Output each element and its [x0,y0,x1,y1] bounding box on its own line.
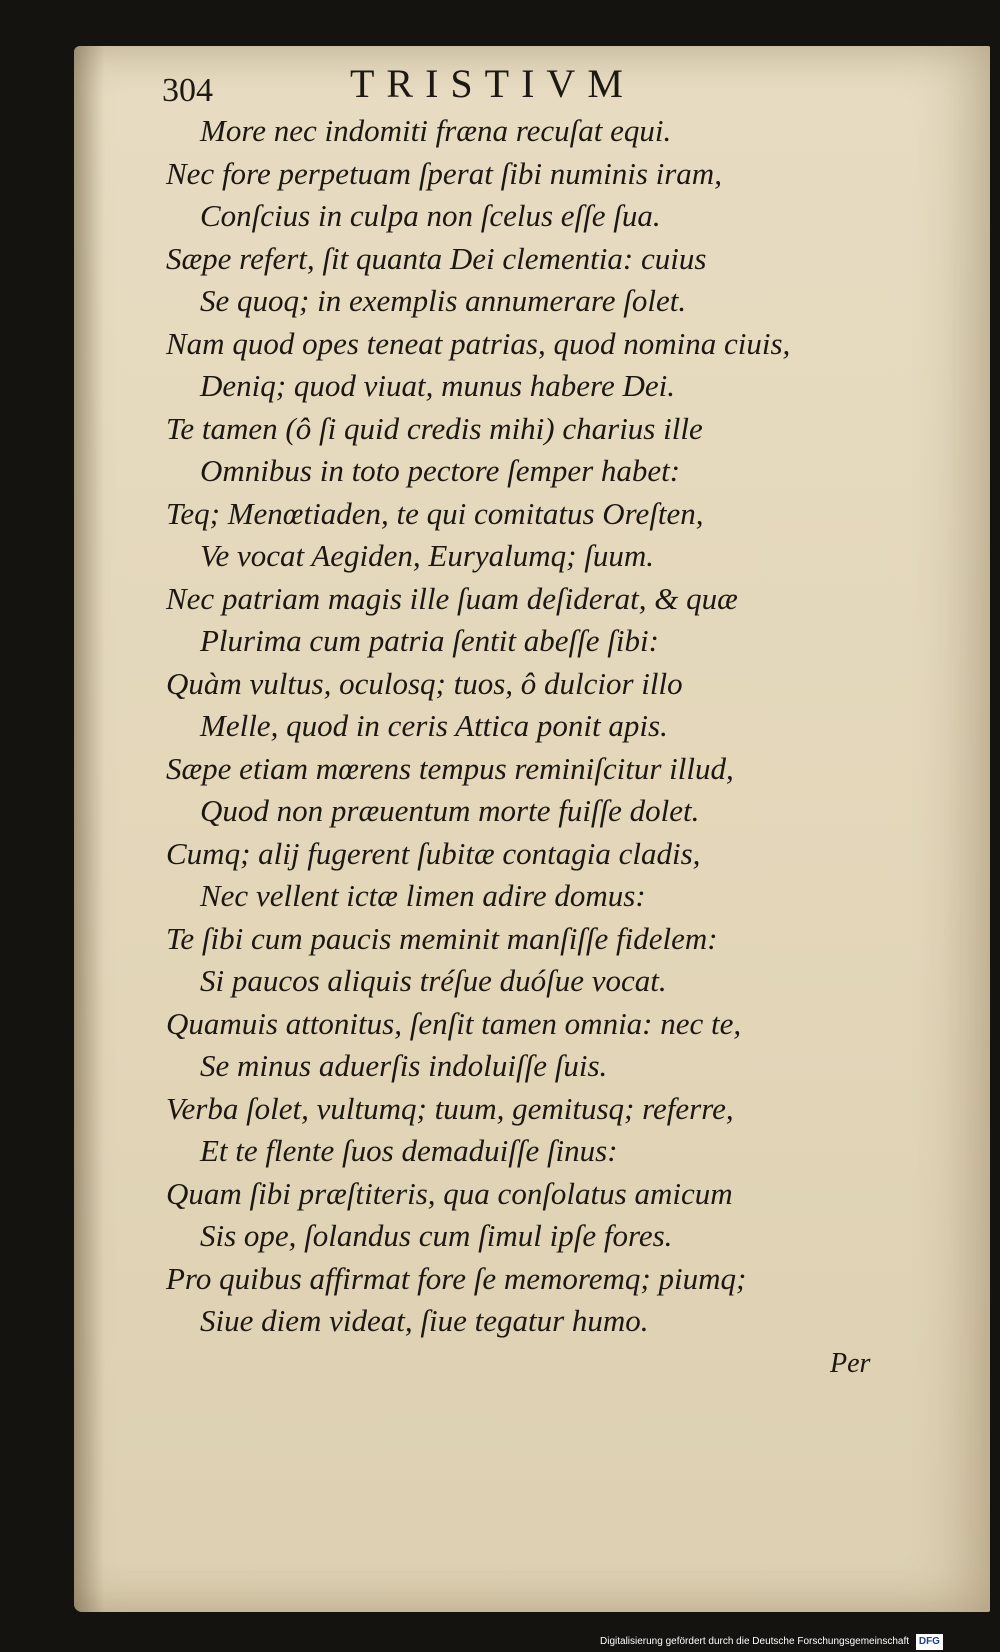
verse-line: Quam ſibi præſtiteris, qua conſolatus amicum [166,1175,733,1211]
verse-line: Verba ſolet, vultumq; tuum, gemitusq; referre, [166,1090,734,1126]
verse-line: Sis ope, ſolandus cum ſimul ipſe fores. [200,1218,673,1253]
verse-line: Nec fore perpetuam ſperat ſibi numinis iram, [166,155,722,191]
verse-line: Conſcius in culpa non ſcelus eſſe ſua. [200,198,661,233]
verse-line: Omnibus in toto pectore ſemper habet: [200,453,681,488]
verse-line: Te ſibi cum paucis meminit manſiſſe fidelem: [166,920,718,956]
verse-line: Nam quod opes teneat patrias, quod nomina ciuis, [166,325,791,361]
verse-line: Melle, quod in ceris Attica ponit apis. [200,708,668,743]
verse-line: Nec vellent ictæ limen adire domus: [200,878,646,913]
verse-list [166,110,906,1343]
verse-line: Se quoq; in exemplis annumerare ſolet. [200,283,687,318]
verse-line: Quod non præuentum morte fuiſſe dolet. [200,793,700,828]
catchword: Per [830,1348,871,1379]
page-gutter-shadow [74,46,104,1612]
verse-line: Cumq; alij fugerent ſubitæ contagia cladis, [166,835,701,871]
verse-line: Quamuis attonitus, ſenſit tamen omnia: nec te, [166,1005,742,1041]
verse-line: Nec patriam magis ille ſuam deſiderat, & quæ [166,580,738,616]
dfg-logo: DFG [916,1634,943,1650]
digitization-credit [600,1634,943,1650]
verse-line: Se minus aduerſis indoluiſſe ſuis. [200,1048,608,1083]
verse-line: Si paucos aliquis tréſue duóſue vocat. [200,963,667,998]
verse-line: Sæpe etiam mœrens tempus reminiſcitur illud, [166,750,734,786]
running-title: TRISTIVM [350,61,635,106]
verse-line: Et te flente ſuos demaduiſſe ſinus: [200,1133,618,1168]
verse-line: Te tamen (ô ſi quid credis mihi) charius ille [166,410,703,446]
page-header [162,60,762,110]
verse-line: Plurima cum patria ſentit abeſſe ſibi: [200,623,659,658]
verse-line: Deniq; quod viuat, munus habere Dei. [200,368,675,403]
verse-line: Siue diem videat, ſiue tegatur humo. [200,1303,649,1338]
credit-text: Digitalisierung gefördert durch die Deutsche Forschungsgemeinschaft [600,1636,910,1647]
verse-line: Sæpe refert, ſit quanta Dei clementia: cuius [166,240,707,276]
verse-line: Ve vocat Aegiden, Euryalumq; ſuum. [200,538,654,573]
page-number: 304 [162,72,213,109]
verse-line: Quàm vultus, oculosq; tuos, ô dulcior illo [166,665,683,701]
verse-line: More nec indomiti fræna recuſat equi. [200,113,672,148]
verse-line: Teq; Menœtiaden, te qui comitatus Oreſten, [166,495,704,531]
verse-line: Pro quibus affirmat fore ſe memoremq; piumq; [166,1260,747,1296]
